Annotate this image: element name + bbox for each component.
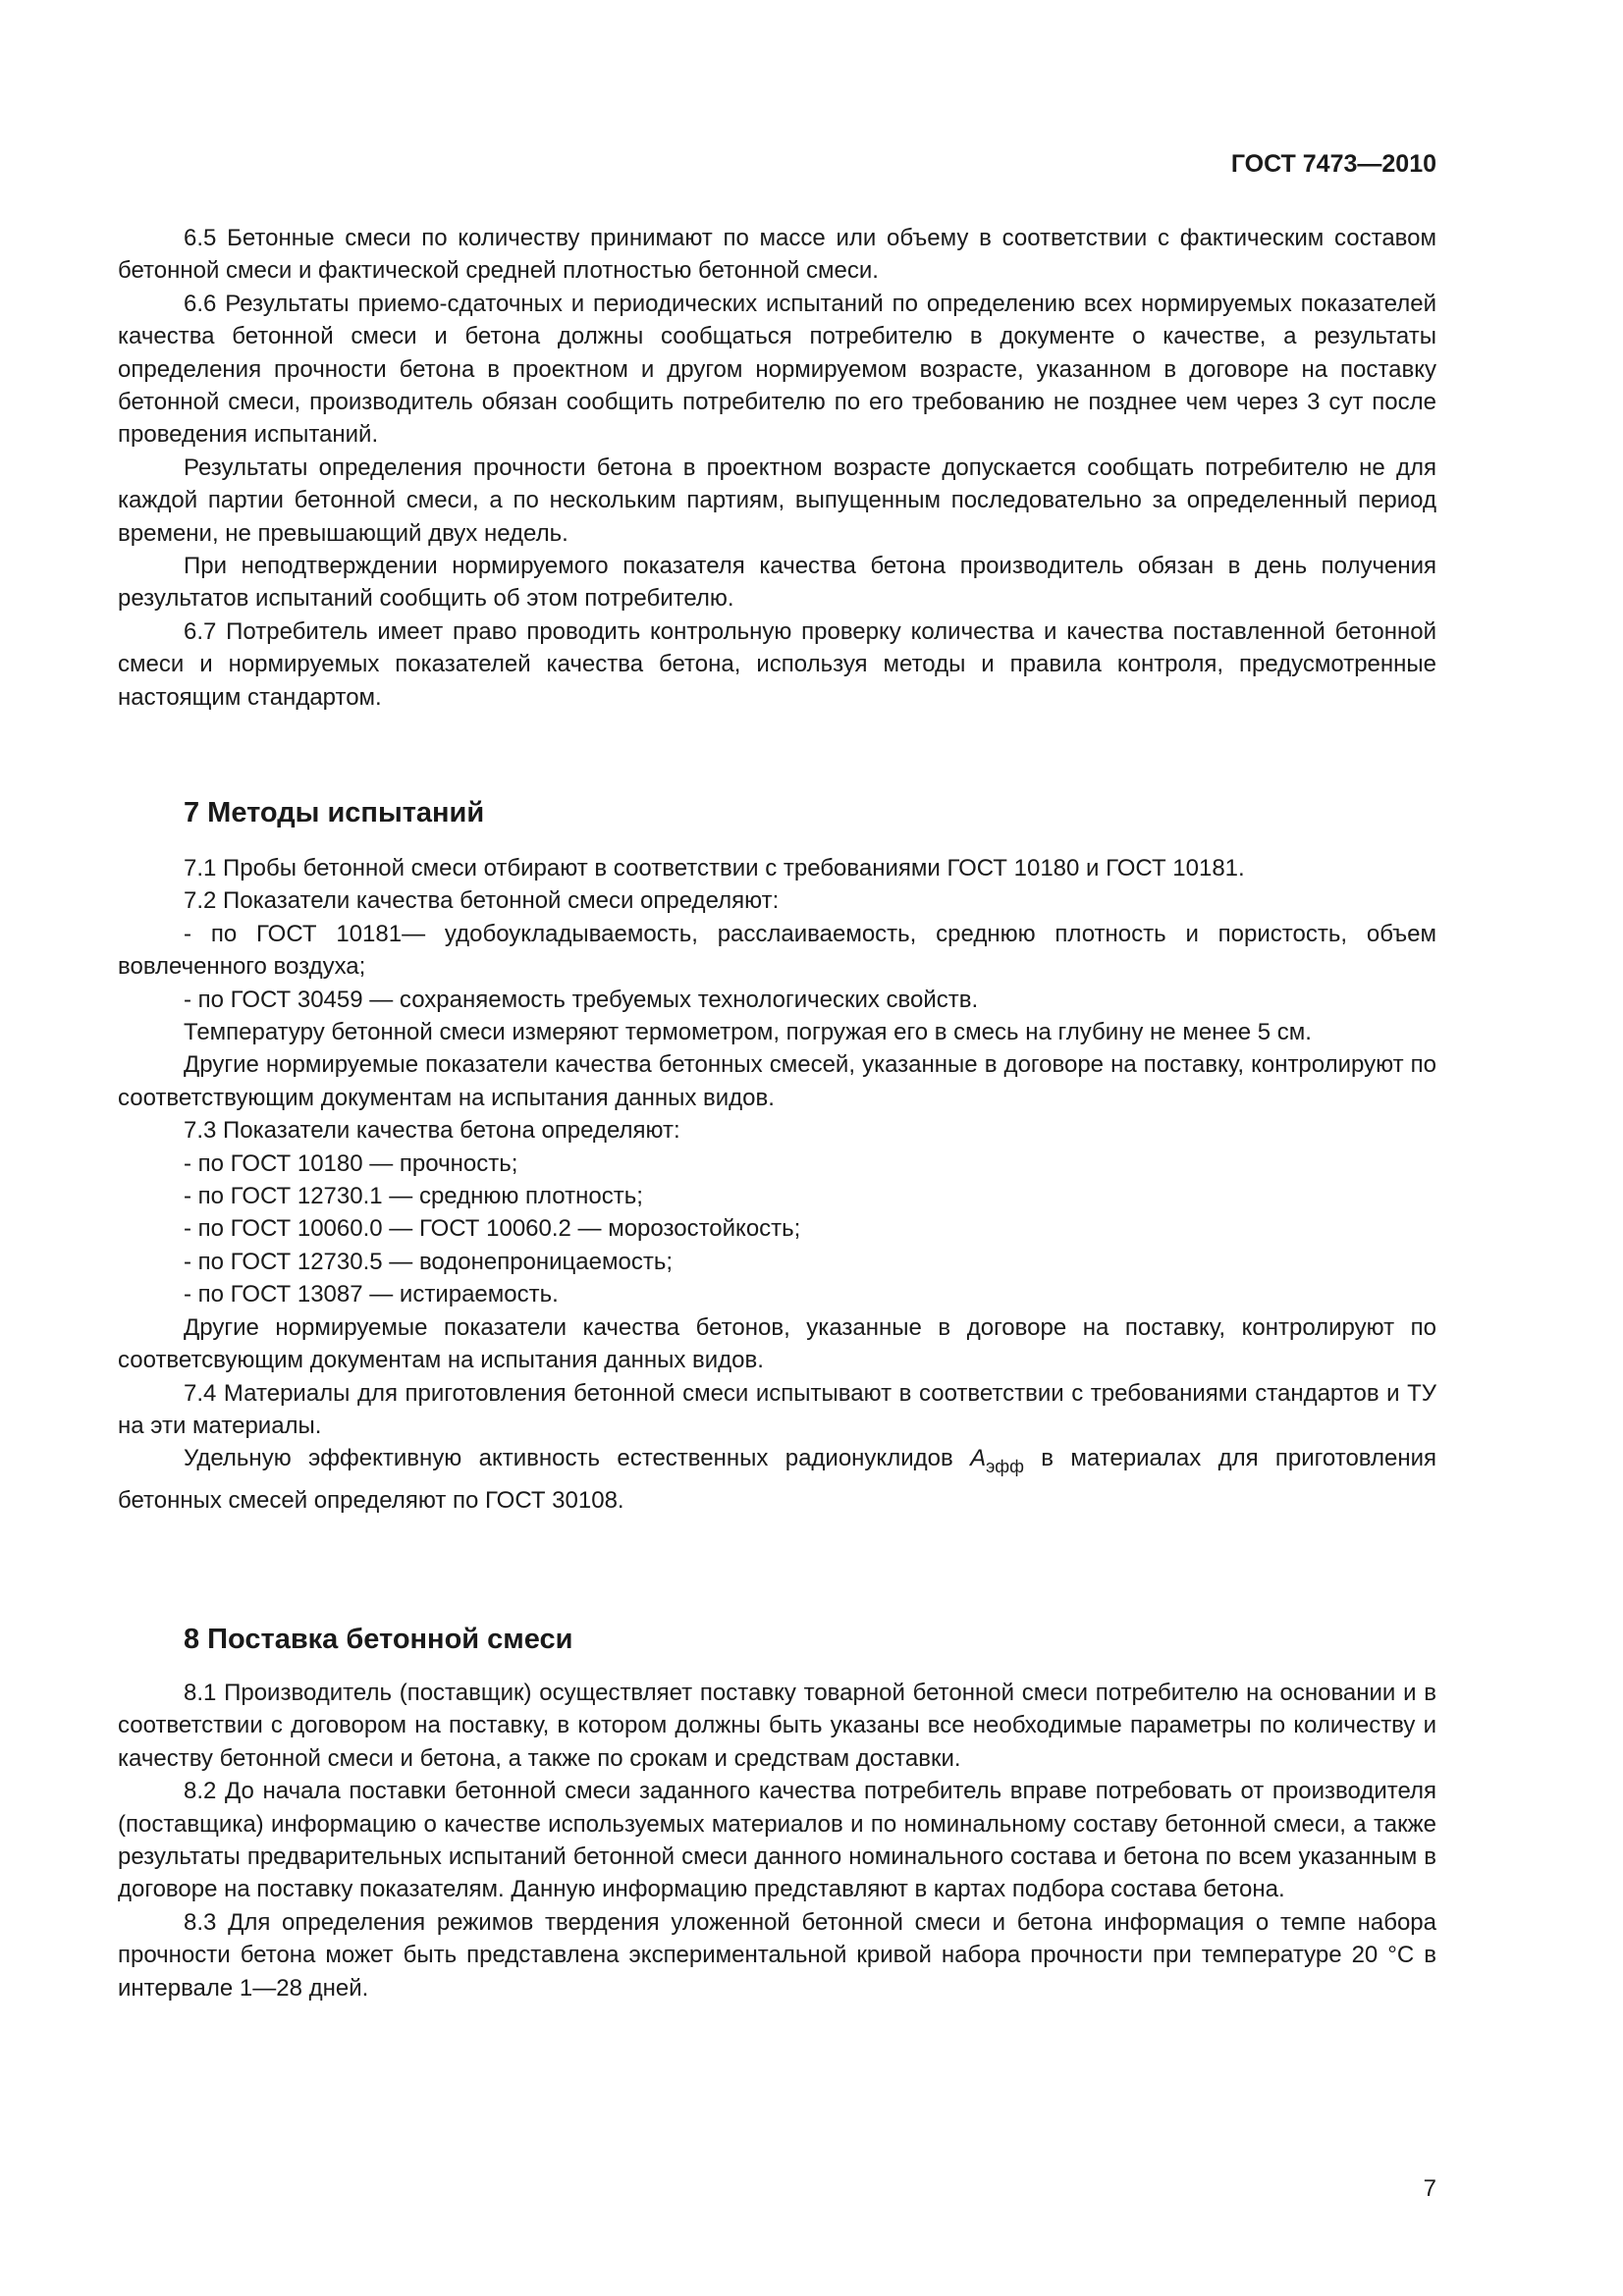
paragraph: Другие нормируемые показатели качества бетонных смесей, указанные в договоре на поставку, контролируют по соответствующим документам на испытания данных видов. [118, 1051, 1436, 1111]
paragraph: При неподтверждении нормируемого показателя качества бетона производитель обязан в день получения результатов испытаний сообщить об этом потребителю. [118, 553, 1436, 613]
paragraph-6-7: 6.7 Потребитель имеет право проводить контрольную проверку количества и качества поставленной бетонной смеси и нормируемых показателей качества бетона, используя методы и правила контроля, предусмотренные настоящим стандартом. [118, 617, 1436, 711]
paragraph: Результаты определения прочности бетона в проектном возрасте допускается сообщать потребителю не для каждой партии бетонной смеси, а по нескольким партиям, выпущенным последовательно за определенный период времени, не превышающий двух недель. [118, 454, 1436, 547]
list-item: - по ГОСТ 10181— удобоукладываемость, расслаиваемость, среднюю плотность и пористость, объем вовлеченного воздуха; [118, 920, 1436, 981]
section-7 [118, 793, 1436, 1517]
paragraph-7-4: 7.4 Материалы для приготовления бетонной смеси испытывают в соответствии с требованиями стандартов и ТУ на эти материалы. [118, 1379, 1436, 1439]
paragraph-7-1: 7.1 Пробы бетонной смеси отбирают в соответствии с требованиями ГОСТ 10180 и ГОСТ 10181. [184, 855, 1245, 881]
paragraph-6-6: 6.6 Результаты приемо-сдаточных и периодических испытаний по определению всех нормируемых показателей качества бетонной смеси и бетона должны сообщаться потребителю в документе о качестве, а результаты определения прочности бетона в проектном и другом нормируемом возрасте, указанном в договоре на поставку бетонной смеси, производитель обязан сообщить потребителю по его требованию не позднее чем через 3 сут после проведения испытаний. [118, 290, 1436, 449]
section-heading: 8 Поставка бетонной смеси [184, 1624, 573, 1655]
paragraph: Другие нормируемые показатели качества бетонов, указанные в договоре на поставку, контролируют по соответсвующим документам на испытания данных видов. [118, 1313, 1436, 1374]
section-6-body [118, 222, 1436, 714]
section-heading: 7 Методы испытаний [184, 797, 485, 828]
text: Удельную эффективную активность естественных радионуклидов [184, 1445, 971, 1472]
paragraph-radionuclides [118, 1442, 1436, 1517]
text: в материалах для приготовления бетонных смесей определяют по ГОСТ 30108. [118, 1445, 1436, 1514]
symbol: A [970, 1445, 987, 1472]
paragraph: Температуру бетонной смеси измеряют термометром, погружая его в смесь на глубину не менее 5 см. [184, 1019, 1312, 1046]
list-item: - по ГОСТ 12730.5 — водонепроницаемость; [184, 1248, 673, 1275]
paragraph-6-5: 6.5 Бетонные смеси по количеству принимают по массе или объему в соответствии с фактическим составом бетонной смеси и фактической средней плотностью бетонной смеси. [118, 225, 1436, 285]
paragraph-8-2: 8.2 До начала поставки бетонной смеси заданного качества потребитель вправе потребовать от производителя (поставщика) информацию о качестве используемых материалов и по номинальному составу бетонной смеси, а также результаты предварительных испытаний бетонной смеси данного номинального состава и бетона по всем указанным в договоре на поставку показателям. Данную информацию представляют в картах подбора состава бетона. [118, 1778, 1436, 1903]
list-item: - по ГОСТ 10180 — прочность; [184, 1149, 518, 1177]
paragraph-7-3: 7.3 Показатели качества бетона определяют: [184, 1117, 680, 1145]
page-number: 7 [1423, 2175, 1436, 2202]
list-item: - по ГОСТ 13087 — истираемость. [184, 1281, 559, 1308]
list-item: - по ГОСТ 30459 — сохраняемость требуемых технологических свойств. [184, 986, 979, 1013]
section-8 [118, 1620, 1436, 2004]
list-item: - по ГОСТ 12730.1 — среднюю плотность; [184, 1183, 643, 1210]
paragraph-8-1: 8.1 Производитель (поставщик) осуществляет поставку товарной бетонной смеси потребителю на основании и в соответствии с договором на поставку, в котором должны быть указаны все необходимые параметры по количеству и качеству бетонной смеси и бетона, а также по срокам и средствам доставки. [118, 1680, 1436, 1772]
document-header: ГОСТ 7473—2010 [1230, 150, 1436, 178]
list-item: - по ГОСТ 10060.0 — ГОСТ 10060.2 — морозостойкость; [184, 1215, 801, 1243]
subscript: эфф [986, 1457, 1024, 1477]
paragraph-7-2: 7.2 Показатели качества бетонной смеси определяют: [184, 887, 780, 915]
paragraph-8-3: 8.3 Для определения режимов твердения уложенной бетонной смеси и бетона информация о темпе набора прочности бетона может быть представлена экспериментальной кривой набора прочности при температуре 20 °С в интервале 1—28 дней. [118, 1908, 1436, 2002]
